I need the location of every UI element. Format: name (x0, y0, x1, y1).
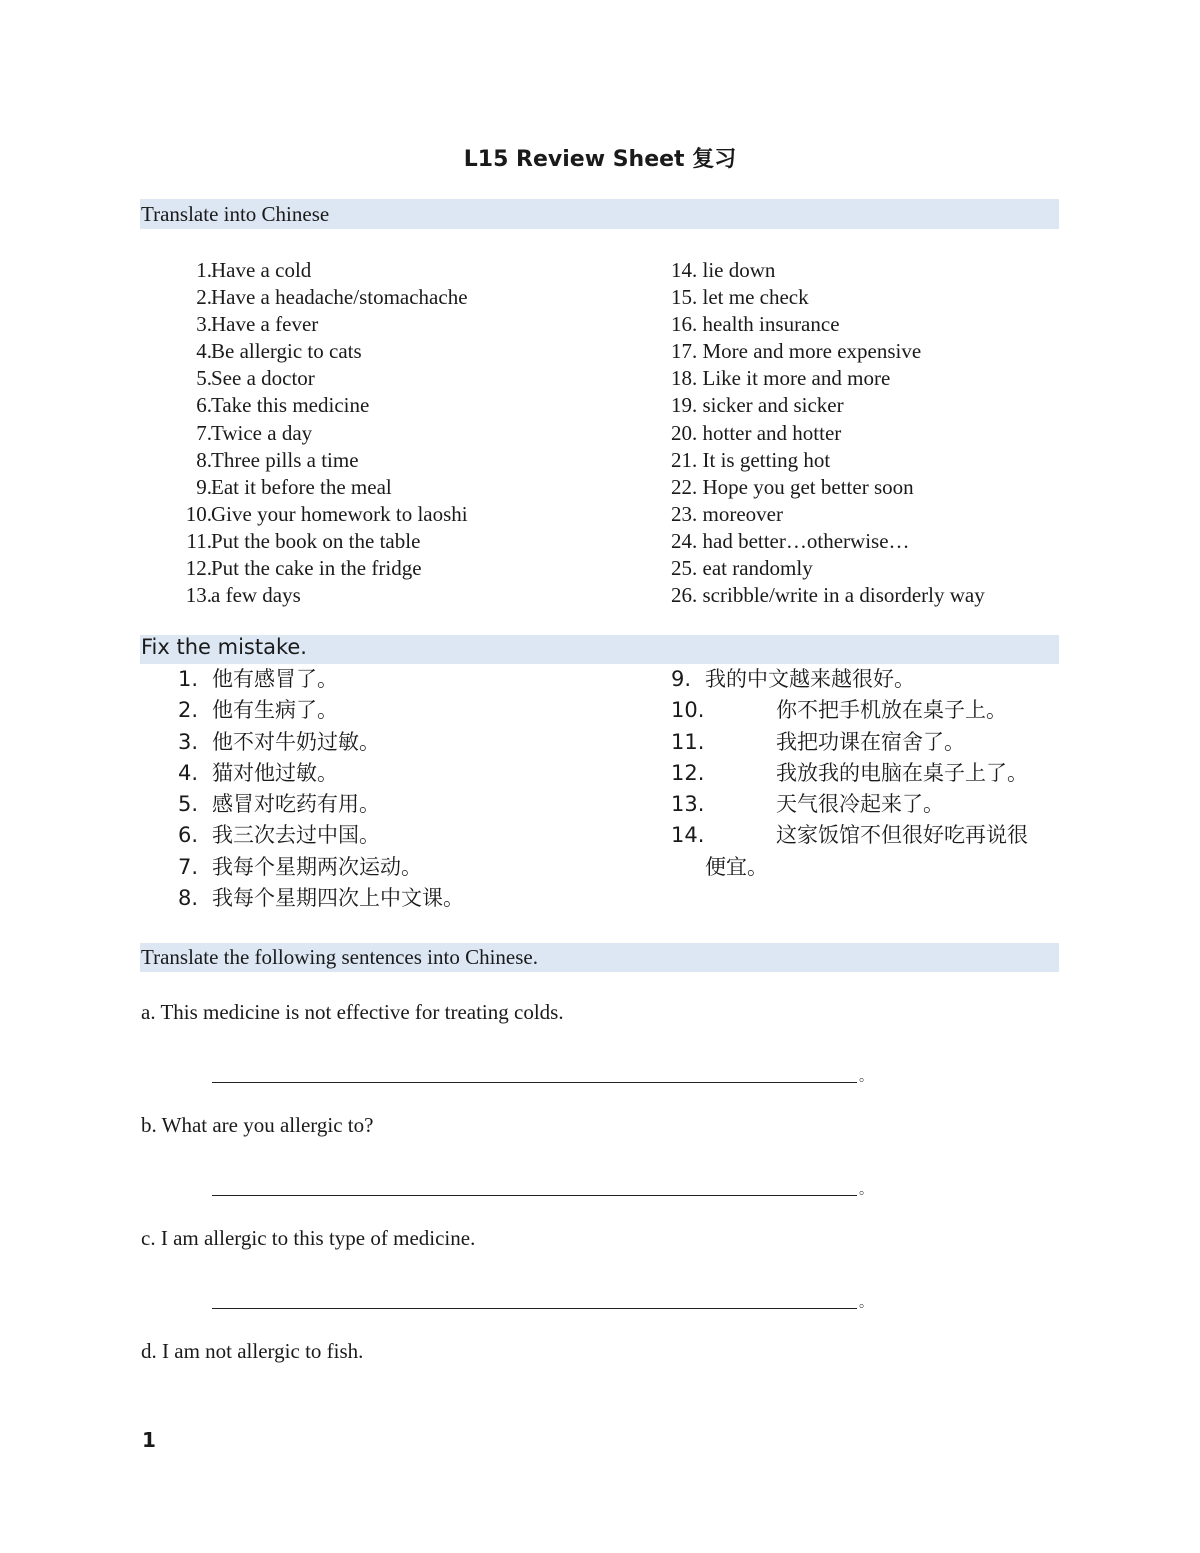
list-item: 19. sicker and sicker (671, 393, 844, 418)
list-item: 25. eat randomly (671, 556, 813, 581)
answer-line-end: 。 (859, 1069, 873, 1085)
list-item-continuation: 便宜。 (705, 854, 768, 879)
list-item: 10. 你不把手机放在桌子上。 (671, 698, 1007, 723)
answer-line-end: 。 (859, 1295, 873, 1311)
list-item: 2. 他有生病了。 (178, 698, 338, 723)
list-item: 8. Three pills a time (196, 447, 359, 472)
list-item: 23. moreover (671, 501, 783, 526)
list-item: 1. Have a cold (196, 258, 312, 282)
list-item: 18. Like it more and more (671, 366, 891, 391)
list-item: 3. 他不对牛奶过敏。 (178, 729, 380, 754)
answer-line-b[interactable] (212, 1194, 857, 1196)
section-heading-sentences: Translate the following sentences into Chinese. (141, 945, 538, 969)
translate-list-right (671, 257, 1061, 609)
fix-list-left (178, 664, 638, 914)
list-item: 17. More and more expensive (671, 339, 922, 364)
list-item: 13. a few days (185, 583, 301, 608)
list-item: 5. 感冒对吃药有用。 (178, 792, 380, 817)
list-item: 26. scribble/write in a disorderly way (671, 583, 985, 608)
list-item: 12. Put the cake in the fridge (185, 556, 422, 581)
list-item: 5. See a doctor (196, 366, 315, 391)
sentence-b: b. What are you allergic to? (141, 1113, 374, 1137)
list-item: 11. Put the book on the table (186, 528, 421, 553)
list-item: 16. health insurance (671, 312, 840, 337)
list-item: 14. lie down (671, 258, 776, 282)
list-item: 7. Twice a day (196, 420, 313, 445)
page-title: L15 Review Sheet 复习 (463, 147, 737, 172)
list-item: 3. Have a fever (196, 312, 319, 337)
list-item: 15. let me check (671, 285, 809, 310)
list-item: 6. Take this medicine (196, 393, 370, 418)
page-number: 1 (142, 1428, 156, 1452)
list-item: 11. 我把功课在宿舍了。 (671, 729, 965, 754)
answer-line-end: 。 (859, 1182, 873, 1198)
list-item: 13. 天气很冷起来了。 (671, 792, 944, 817)
list-item: 7. 我每个星期两次运动。 (178, 854, 422, 879)
section-heading-translate: Translate into Chinese (141, 202, 330, 226)
list-item: 2. Have a headache/stomachache (196, 285, 468, 310)
answer-line-c[interactable] (212, 1307, 857, 1309)
list-item: 6. 我三次去过中国。 (178, 823, 380, 848)
answer-line-a[interactable] (212, 1081, 857, 1083)
fix-list-right (671, 664, 1061, 883)
list-item: 8. 我每个星期四次上中文课。 (178, 886, 464, 911)
list-item: 14. 这家饭馆不但很好吃再说很 (671, 823, 1028, 848)
list-item: 4. Be allergic to cats (196, 339, 362, 364)
list-item: 12. 我放我的电脑在桌子上了。 (671, 760, 1028, 785)
list-item: 24. had better…otherwise… (671, 528, 910, 553)
sentence-c: c. I am allergic to this type of medicine. (141, 1226, 476, 1250)
translate-list-left (176, 257, 636, 609)
section-heading-fix: Fix the mistake. (141, 635, 307, 659)
list-item: 9. 我的中文越来越很好。 (671, 667, 915, 691)
list-item: 9. Eat it before the meal (196, 474, 392, 499)
list-item: 10. Give your homework to laoshi (185, 501, 468, 526)
list-item: 21. It is getting hot (671, 447, 831, 472)
list-item: 1. 他有感冒了。 (178, 667, 338, 691)
list-item: 22. Hope you get better soon (671, 474, 914, 499)
sentence-a: a. This medicine is not effective for treating colds. (141, 1000, 564, 1024)
sentence-d: d. I am not allergic to fish. (141, 1339, 364, 1363)
list-item: 4. 猫对他过敏。 (178, 760, 338, 785)
list-item: 20. hotter and hotter (671, 420, 842, 445)
